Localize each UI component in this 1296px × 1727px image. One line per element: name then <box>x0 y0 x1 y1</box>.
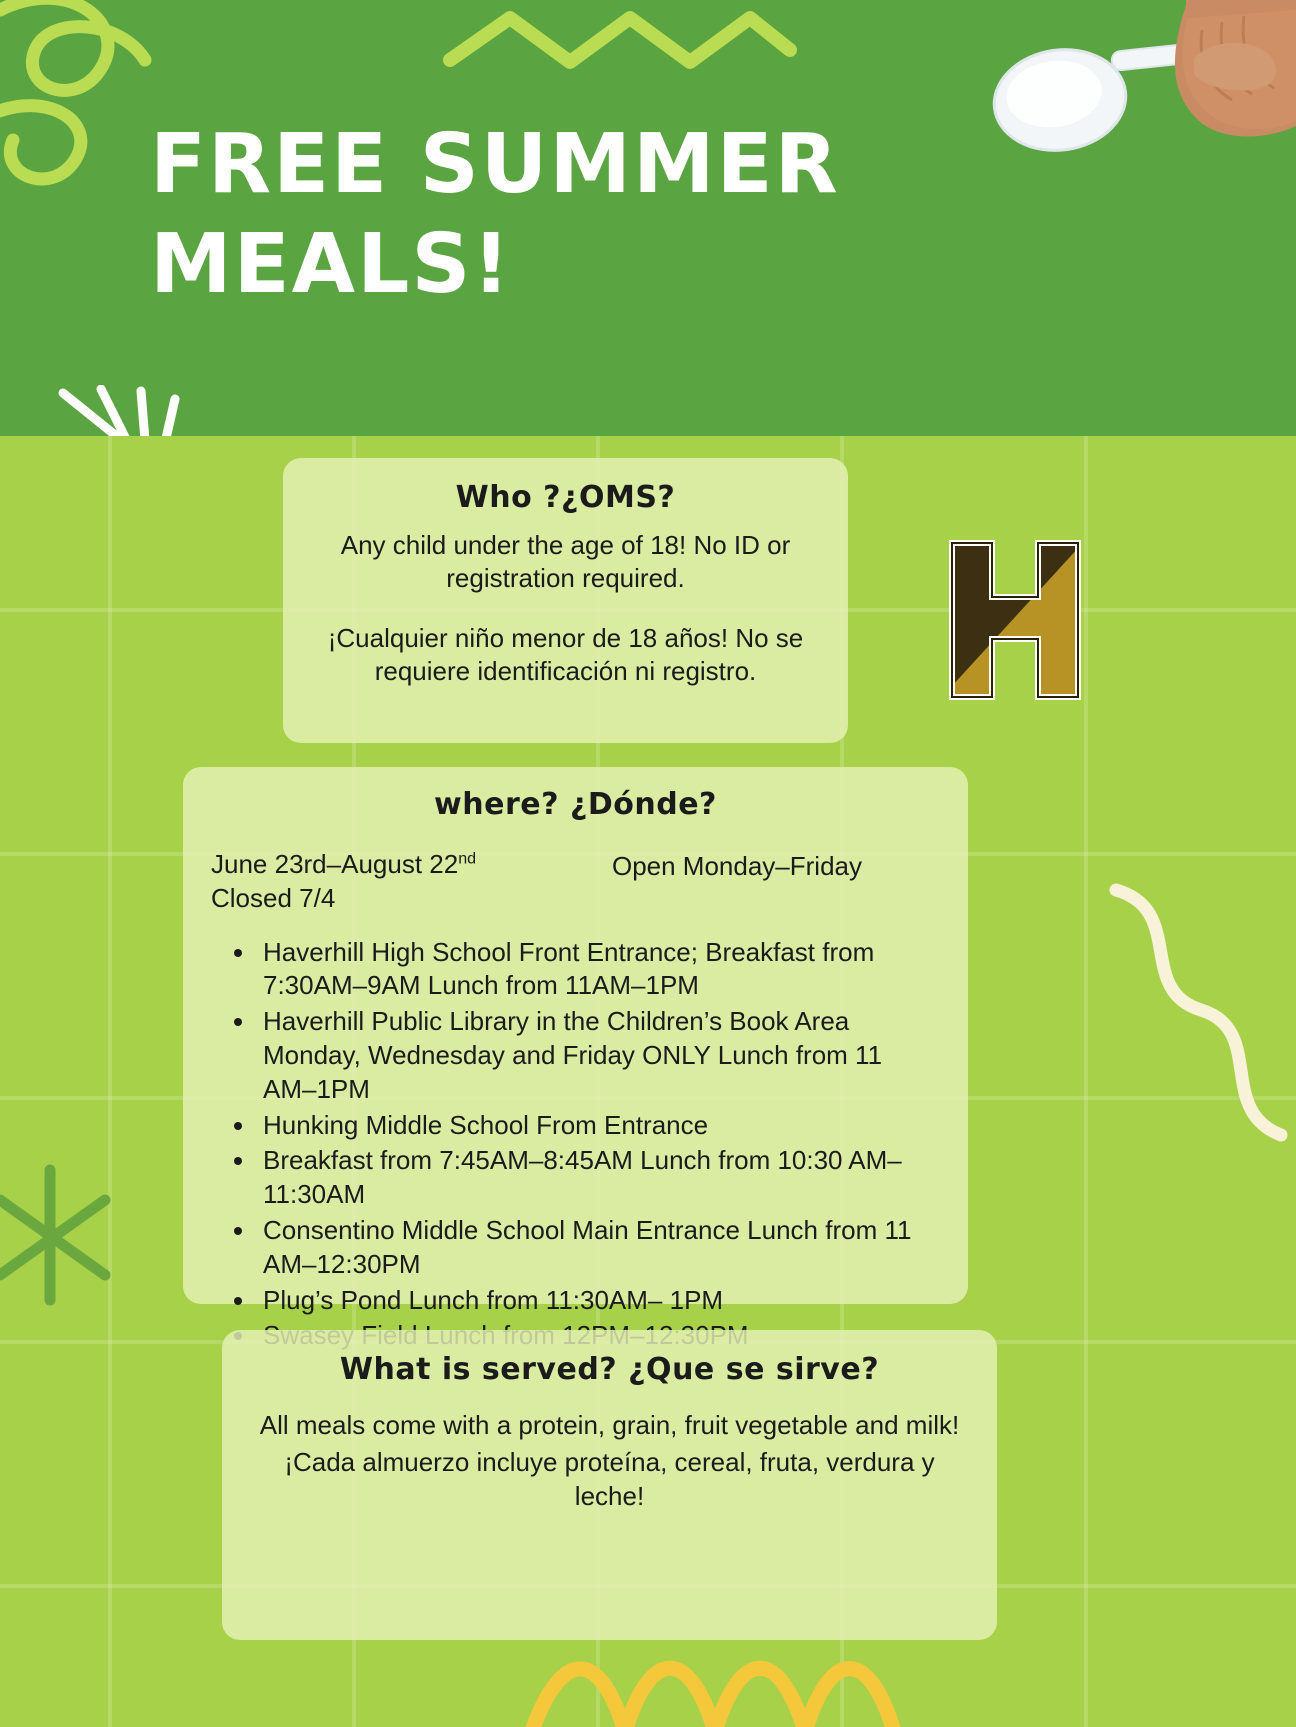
what-text-spanish: ¡Cada almuerzo incluye proteína, cereal, fruta, verdura y leche! <box>284 1447 935 1511</box>
list-item: • Consentino Middle School Main Entrance Lunch from 11 AM–12:30PM <box>257 1214 940 1282</box>
hand-with-spoon-icon <box>936 0 1296 330</box>
where-date-range: June 23rd–August 22 <box>211 849 459 879</box>
who-text-english: Any child under the age of 18! No ID or registration required. <box>340 530 791 594</box>
list-item: • Hunking Middle School From Entrance <box>257 1109 940 1143</box>
list-item: • Plug’s Pond Lunch from 11:30AM– 1PM <box>257 1284 940 1318</box>
poster-header <box>0 0 1296 436</box>
where-card <box>183 767 968 1315</box>
asterisk-decoration-icon <box>0 1150 130 1330</box>
what-card-title: What is served? ¿Que se sirve? <box>339 1352 880 1387</box>
where-closed-note: Closed 7/4 <box>211 882 336 913</box>
who-card-title: Who ?¿OMS? <box>455 480 676 515</box>
burst-decoration-icon <box>55 385 205 436</box>
who-text-spanish: ¡Cualquier niño menor de 18 años! No se requiere identificación ni registro. <box>327 622 804 686</box>
wave-decoration-icon <box>1106 880 1296 1180</box>
what-card <box>222 1330 997 1640</box>
list-item: • Breakfast from 7:45AM–8:45AM Lunch from 10:30 AM– 11:30AM <box>257 1144 940 1212</box>
who-card <box>283 458 848 743</box>
where-location-list <box>257 936 940 1354</box>
what-text-english: All meals come with a protein, grain, fruit vegetable and milk! <box>259 1410 960 1440</box>
page-title: FREE SUMMER MEALS! <box>150 117 840 313</box>
list-item: • Haverhill High School Front Entrance; Breakfast from 7:30AM–9AM Lunch from 11AM–1PM <box>257 936 940 1004</box>
list-item: • Haverhill Public Library in the Children’s Book Area Monday, Wednesday and Friday ONLY Lunch from 11 AM–1PM <box>257 1005 940 1106</box>
where-card-title: where? ¿Dónde? <box>434 787 717 822</box>
where-date-range-suffix: nd <box>458 849 477 868</box>
school-logo <box>940 535 1090 705</box>
where-dates <box>211 848 940 916</box>
zigzag-decoration-icon <box>440 0 800 110</box>
where-open-days: Open Monday–Friday <box>611 851 862 881</box>
